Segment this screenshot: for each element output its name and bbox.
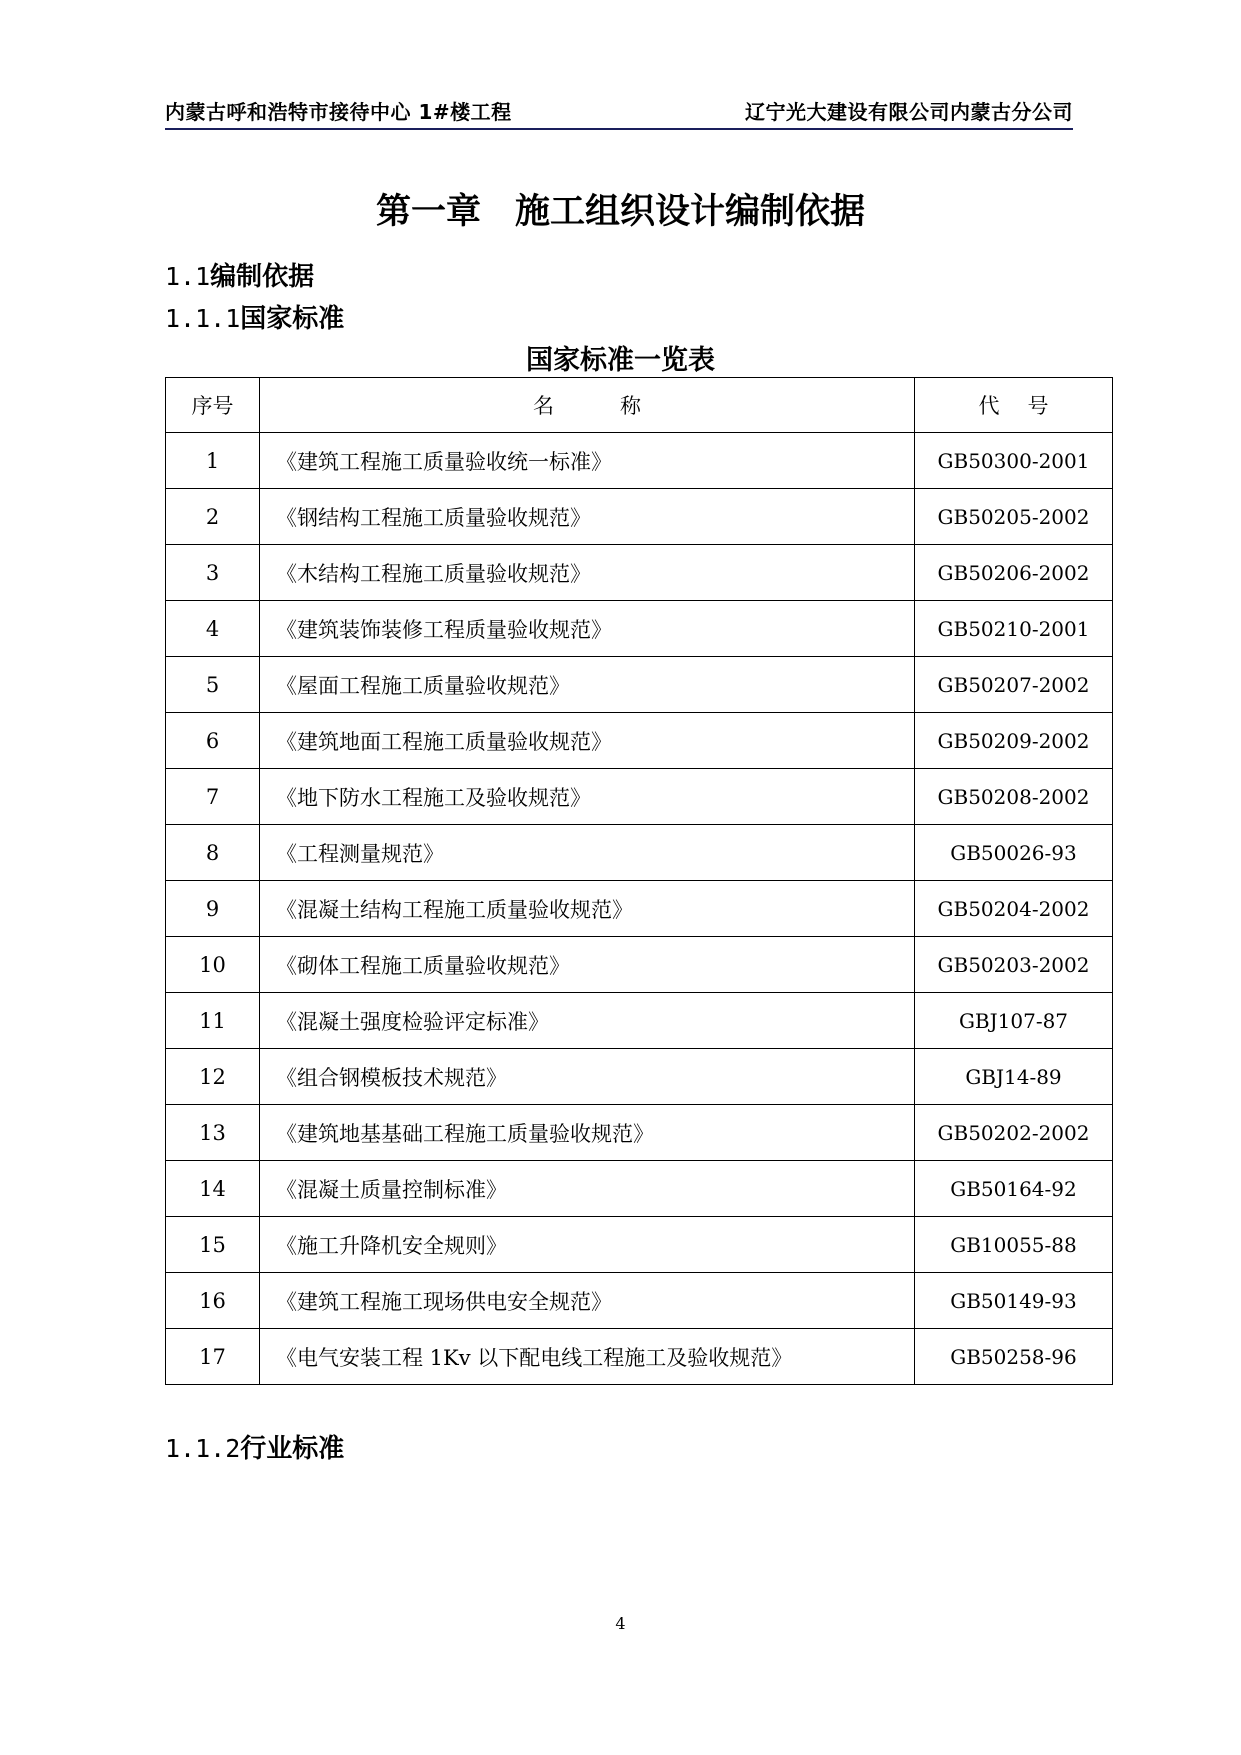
header-divider (165, 128, 1073, 130)
row-number-cell: 10 (166, 937, 260, 993)
row-code-cell: GB50206-2002 (915, 545, 1113, 601)
row-number-cell: 17 (166, 1329, 260, 1385)
chapter-heading: 施工组织设计编制依据 (515, 192, 866, 232)
row-number-cell: 5 (166, 657, 260, 713)
table-row (166, 1329, 1113, 1385)
row-number-cell: 9 (166, 881, 260, 937)
row-name-cell: 《建筑地面工程施工质量验收规范》 (260, 713, 915, 769)
row-code-cell: GB50258-96 (915, 1329, 1113, 1385)
page-number: 4 (615, 1614, 626, 1633)
table-row (166, 1105, 1113, 1161)
row-name-cell: 《地下防水工程施工及验收规范》 (260, 769, 915, 825)
chapter-label: 第一章 (375, 192, 481, 232)
row-number-cell: 13 (166, 1105, 260, 1161)
row-number-cell: 15 (166, 1217, 260, 1273)
section-number: 1.1 (165, 262, 211, 291)
row-code-cell: GB50300-2001 (915, 433, 1113, 489)
table-title: 国家标准一览表 (526, 345, 715, 376)
header-project-name: 内蒙古呼和浩特市接待中心 1#楼工程 (165, 100, 512, 124)
row-name-cell: 《工程测量规范》 (260, 825, 915, 881)
header-company-name: 辽宁光大建设有限公司内蒙古分公司 (745, 100, 1073, 124)
row-name-cell: 《屋面工程施工质量验收规范》 (260, 657, 915, 713)
section-heading-1-1-2 (165, 1428, 344, 1465)
page-header (165, 96, 1073, 122)
table-row (166, 489, 1113, 545)
row-code-cell: GB50202-2002 (915, 1105, 1113, 1161)
header-cell-name (260, 378, 915, 433)
table-row (166, 713, 1113, 769)
row-name-cell: 《建筑地基基础工程施工质量验收规范》 (260, 1105, 915, 1161)
table-row (166, 1161, 1113, 1217)
row-number-cell: 6 (166, 713, 260, 769)
row-name-cell: 《砌体工程施工质量验收规范》 (260, 937, 915, 993)
section-number: 1.1.1 (165, 304, 241, 333)
row-code-cell: GB50207-2002 (915, 657, 1113, 713)
table-header-row (166, 378, 1113, 433)
table-row (166, 1273, 1113, 1329)
row-code-cell: GB50026-93 (915, 825, 1113, 881)
row-name-cell: 《组合钢模板技术规范》 (260, 1049, 915, 1105)
row-code-cell: GB50149-93 (915, 1273, 1113, 1329)
row-name-cell: 《电气安装工程 1Kv 以下配电线工程施工及验收规范》 (260, 1329, 915, 1385)
section-heading-1-1-1 (165, 298, 344, 335)
row-number-cell: 14 (166, 1161, 260, 1217)
row-code-cell: GB50208-2002 (915, 769, 1113, 825)
table-row (166, 1049, 1113, 1105)
table-row (166, 881, 1113, 937)
row-code-cell: GB50210-2001 (915, 601, 1113, 657)
section-title: 行业标准 (240, 1434, 345, 1464)
national-standards-table (165, 377, 1113, 1385)
row-number-cell: 8 (166, 825, 260, 881)
header-cell-code (915, 378, 1113, 433)
section-title: 国家标准 (240, 304, 345, 334)
row-name-cell: 《建筑工程施工质量验收统一标准》 (260, 433, 915, 489)
row-number-cell: 2 (166, 489, 260, 545)
row-name-cell: 《混凝土结构工程施工质量验收规范》 (260, 881, 915, 937)
row-number-cell: 12 (166, 1049, 260, 1105)
row-number-cell: 4 (166, 601, 260, 657)
row-name-cell: 《木结构工程施工质量验收规范》 (260, 545, 915, 601)
row-code-cell: GB50203-2002 (915, 937, 1113, 993)
header-name-label: 名称 (533, 394, 707, 418)
row-name-cell: 《钢结构工程施工质量验收规范》 (260, 489, 915, 545)
row-code-cell: GB50209-2002 (915, 713, 1113, 769)
table-row (166, 825, 1113, 881)
table-row (166, 657, 1113, 713)
chapter-title (0, 184, 1241, 234)
row-name-cell: 《施工升降机安全规则》 (260, 1217, 915, 1273)
table-row (166, 1217, 1113, 1273)
row-number-cell: 7 (166, 769, 260, 825)
row-code-cell: GBJ14-89 (915, 1049, 1113, 1105)
table-row (166, 993, 1113, 1049)
header-cell-no: 序号 (166, 378, 260, 433)
row-number-cell: 1 (166, 433, 260, 489)
row-code-cell: GB10055-88 (915, 1217, 1113, 1273)
table-body (166, 433, 1113, 1385)
row-name-cell: 《建筑装饰装修工程质量验收规范》 (260, 601, 915, 657)
header-code-label: 代号 (978, 394, 1077, 418)
row-code-cell: GBJ107-87 (915, 993, 1113, 1049)
row-name-cell: 《混凝土质量控制标准》 (260, 1161, 915, 1217)
table-row (166, 433, 1113, 489)
row-name-cell: 《混凝土强度检验评定标准》 (260, 993, 915, 1049)
row-code-cell: GB50164-92 (915, 1161, 1113, 1217)
table-row (166, 601, 1113, 657)
row-name-cell: 《建筑工程施工现场供电安全规范》 (260, 1273, 915, 1329)
row-number-cell: 16 (166, 1273, 260, 1329)
section-title: 编制依据 (210, 262, 315, 292)
section-heading-1-1 (165, 256, 314, 293)
row-number-cell: 3 (166, 545, 260, 601)
row-code-cell: GB50205-2002 (915, 489, 1113, 545)
row-number-cell: 11 (166, 993, 260, 1049)
table-row (166, 769, 1113, 825)
section-number: 1.1.2 (165, 1434, 241, 1463)
row-code-cell: GB50204-2002 (915, 881, 1113, 937)
table-row (166, 937, 1113, 993)
table-row (166, 545, 1113, 601)
